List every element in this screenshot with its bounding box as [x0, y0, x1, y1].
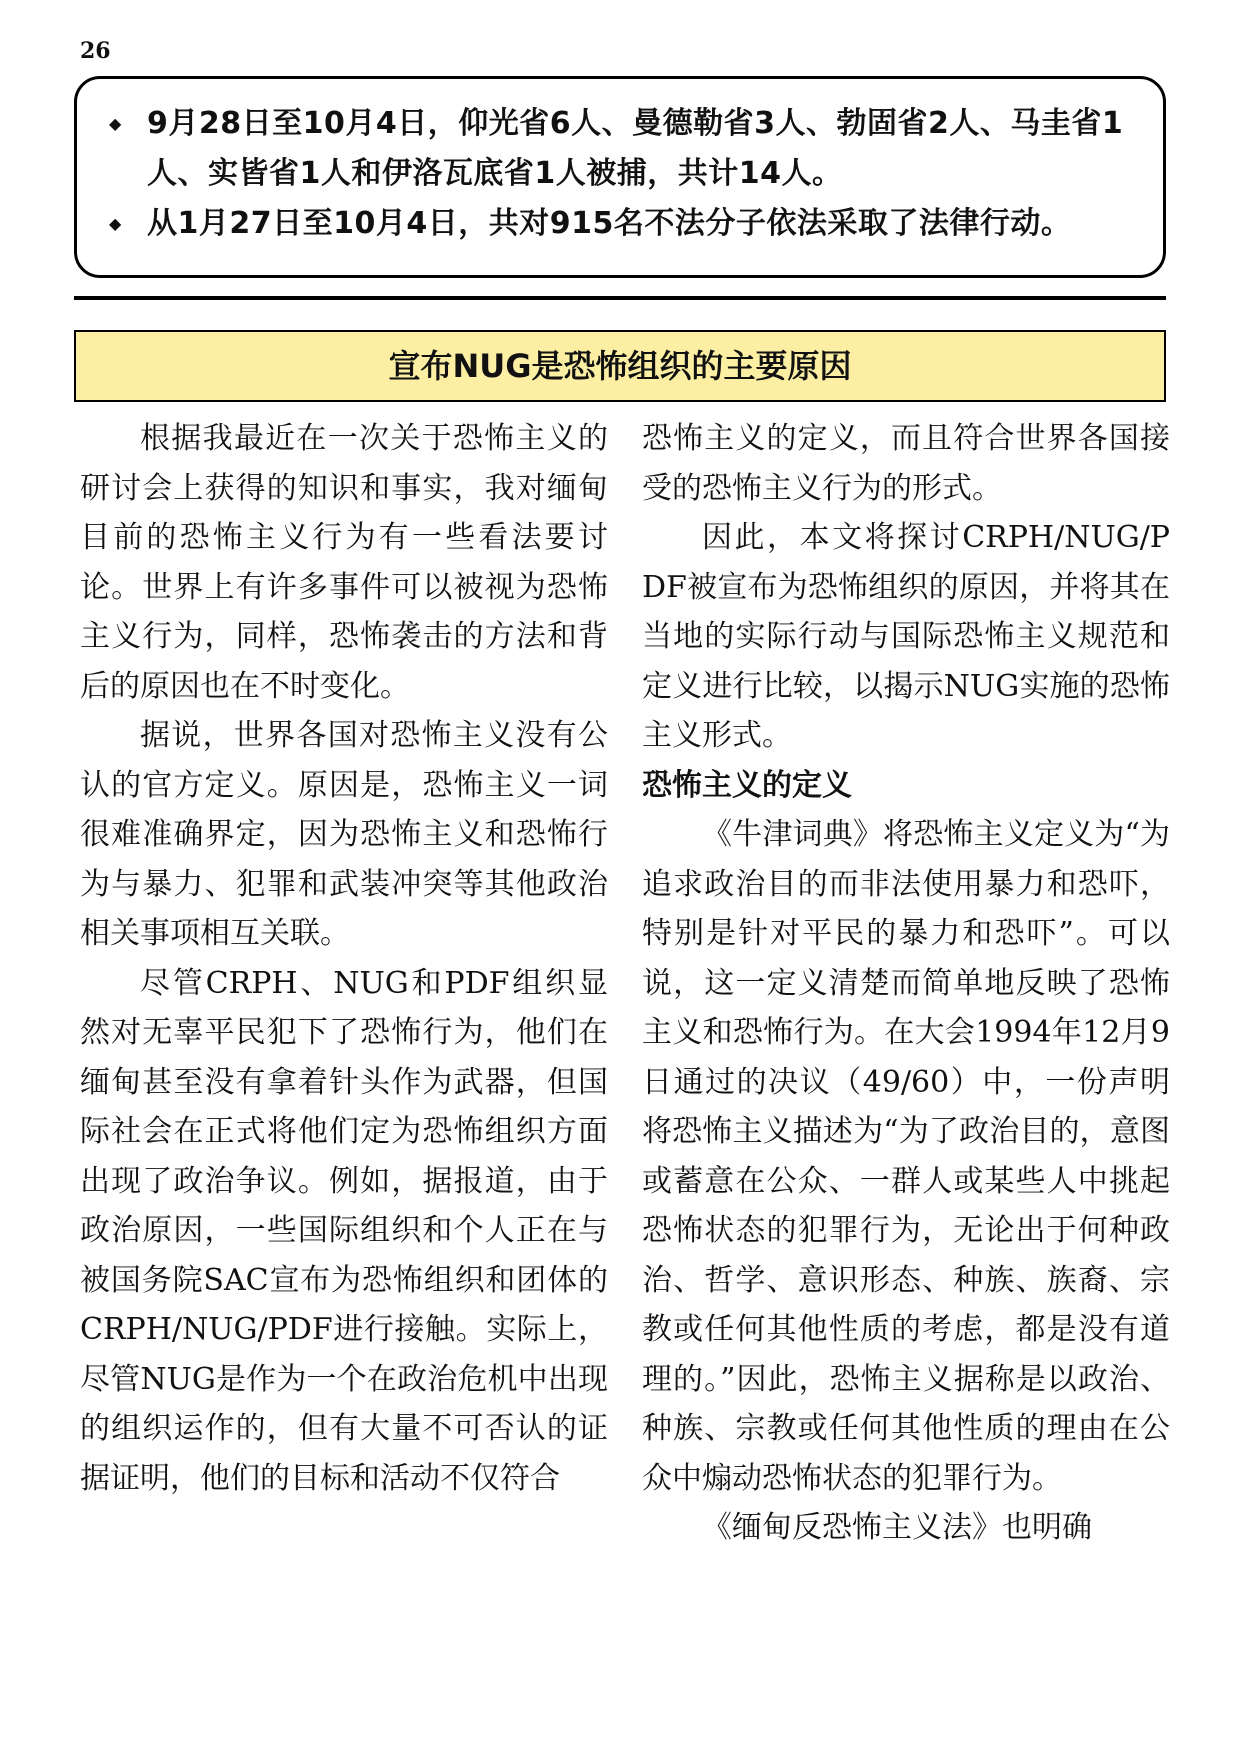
page-number: 26 — [80, 38, 111, 64]
summary-item — [97, 99, 1143, 199]
body-paragraph: 《缅甸反恐怖主义法》也明确 — [702, 1510, 1092, 1545]
body-paragraph: 据说，世界各国对恐怖主义没有公认的官方定义。原因是，恐怖主义一词很难准确界定，因为恐怖主义和恐怖行为与暴力、犯罪和武装冲突等其他政治相关事项相互关联。 — [80, 718, 608, 951]
right-column — [642, 414, 1170, 1553]
summary-item-text: 从1月27日至10月4日，共对915名不法分子依法采取了法律行动。 — [147, 206, 1072, 241]
body-paragraph-continued: 恐怖主义的定义，而且符合世界各国接受的恐怖主义行为的形式。 — [642, 421, 1170, 506]
section-subheading: 恐怖主义的定义 — [642, 767, 852, 803]
diamond-bullet-icon: ◆ — [109, 214, 122, 233]
article-title: 宣布NUG是恐怖组织的主要原因 — [74, 330, 1166, 402]
summary-box — [74, 76, 1166, 278]
left-column — [80, 414, 608, 1503]
divider-rule — [74, 296, 1166, 300]
body-paragraph: 尽管CRPH、NUG和PDF组织显然对无辜平民犯下了恐怖行为，他们在缅甸甚至没有拿着针头作为武器，但国际社会在正式将他们定为恐怖组织方面出现了政治争议。例如，据报道，由于政治原因，一些国际组织和个人正在与被国务院SAC宣布为恐怖组织和团体的CRPH/NUG/PDF进行接触。实际上，尽管NUG是作为一个在政治危机中出现的组织运作的，但有大量不可否认的证据证明，他们的目标和活动不仅符合 — [80, 965, 608, 1496]
body-paragraph: 根据我最近在一次关于恐怖主义的研讨会上获得的知识和事实，我对缅甸目前的恐怖主义行为有一些看法要讨论。世界上有许多事件可以被视为恐怖主义行为，同样，恐怖袭击的方法和背后的原因也在不时变化。 — [80, 421, 608, 704]
summary-item — [97, 199, 1143, 249]
body-paragraph: 《牛津词典》将恐怖主义定义为“为追求政治目的而非法使用暴力和恐吓，特别是针对平民的暴力和恐吓”。可以说，这一定义清楚而简单地反映了恐怖主义和恐怖行为。在大会1994年12月9日通过的决议（49/60）中，一份声明将恐怖主义描述为“为了政治目的，意图或蓄意在公众、一群人或某些人中挑起恐怖状态的犯罪行为，无论出于何种政治、哲学、意识形态、种族、族裔、宗教或任何其他性质的考虑，都是没有道理的。”因此，恐怖主义据称是以政治、种族、宗教或任何其他性质的理由在公众中煽动恐怖状态的犯罪行为。 — [642, 817, 1170, 1496]
diamond-bullet-icon: ◆ — [109, 114, 122, 133]
summary-item-text: 9月28日至10月4日，仰光省6人、曼德勒省3人、勃固省2人、马圭省1人、实皆省1人和伊洛瓦底省1人被捕，共计14人。 — [147, 106, 1124, 191]
body-paragraph: 因此，本文将探讨CRPH/NUG/PDF被宣布为恐怖组织的原因，并将其在当地的实际行动与国际恐怖主义规范和定义进行比较，以揭示NUG实施的恐怖主义形式。 — [642, 520, 1170, 753]
